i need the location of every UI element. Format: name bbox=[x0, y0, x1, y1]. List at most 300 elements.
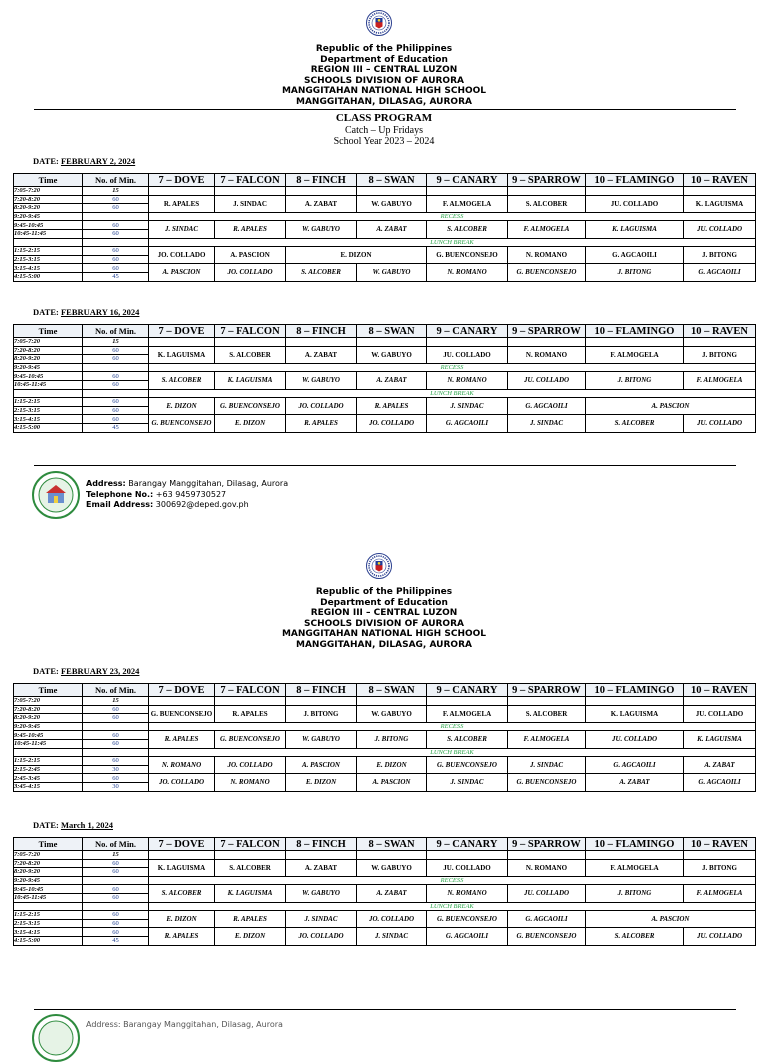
teacher-cell: R. APALES bbox=[149, 928, 215, 945]
empty-cell bbox=[586, 697, 684, 706]
teacher-cell: JO. COLLADO bbox=[286, 928, 357, 945]
teacher-cell: JO. COLLADO bbox=[149, 247, 215, 264]
teacher-cell: G. BUENCONSEJO bbox=[427, 757, 508, 774]
time-cell: 7:20-8:20 bbox=[14, 705, 83, 714]
table-row bbox=[14, 415, 756, 424]
minutes-cell: 60 bbox=[83, 247, 149, 256]
column-header: 10 – FLAMINGO bbox=[586, 838, 684, 851]
table-header-row bbox=[14, 838, 756, 851]
teacher-cell: K. LAGUISMA bbox=[684, 195, 756, 212]
teacher-cell: A. ZABAT bbox=[586, 774, 684, 791]
column-header: 8 – FINCH bbox=[286, 174, 357, 187]
column-header: No. of Min. bbox=[83, 838, 149, 851]
header-divider bbox=[34, 109, 736, 110]
teacher-cell: S. ALCOBER bbox=[427, 221, 508, 238]
header-address: MANGGITAHAN, DILASAG, AURORA bbox=[296, 96, 472, 107]
column-header: 10 – RAVEN bbox=[684, 325, 756, 338]
time-cell: 7:05-7:20 bbox=[14, 338, 83, 347]
time-cell: 7:05-7:20 bbox=[14, 187, 83, 196]
teacher-cell: J. BITONG bbox=[684, 346, 756, 363]
teacher-cell: R. APALES bbox=[215, 705, 286, 722]
teacher-cell: F. ALMOGELA bbox=[427, 705, 508, 722]
empty-cell bbox=[684, 187, 756, 196]
teacher-cell: N. ROMANO bbox=[215, 774, 286, 791]
column-header: 7 – DOVE bbox=[149, 325, 215, 338]
column-header: No. of Min. bbox=[83, 174, 149, 187]
header-block bbox=[0, 587, 768, 651]
minutes-cell: 30 bbox=[83, 765, 149, 774]
teacher-cell: N. ROMANO bbox=[427, 885, 508, 902]
table-row bbox=[14, 238, 756, 247]
table-row bbox=[14, 722, 756, 731]
empty-cell bbox=[427, 851, 508, 860]
teacher-cell: W. GABUYO bbox=[357, 705, 427, 722]
column-header: 10 – FLAMINGO bbox=[586, 174, 684, 187]
teacher-cell: A. PASCION bbox=[149, 264, 215, 281]
empty-cell bbox=[586, 338, 684, 347]
minutes-cell: 60 bbox=[83, 705, 149, 714]
teacher-cell: S. ALCOBER bbox=[149, 372, 215, 389]
column-header: 10 – RAVEN bbox=[684, 174, 756, 187]
lunch-break-row: LUNCH BREAK bbox=[149, 389, 756, 398]
time-cell: 8:20-9:20 bbox=[14, 204, 83, 213]
teacher-cell: JO. COLLADO bbox=[215, 757, 286, 774]
table-row bbox=[14, 859, 756, 868]
column-header: 7 – FALCON bbox=[215, 325, 286, 338]
empty-cell bbox=[215, 187, 286, 196]
schedule-date: DATE: FEBRUARY 23, 2024 bbox=[33, 666, 140, 676]
column-header: 7 – FALCON bbox=[215, 174, 286, 187]
teacher-cell: W. GABUYO bbox=[357, 346, 427, 363]
column-header: 8 – FINCH bbox=[286, 684, 357, 697]
teacher-cell: JU. COLLADO bbox=[586, 731, 684, 748]
header-department: Department of Education bbox=[320, 54, 448, 65]
teacher-cell: JU. COLLADO bbox=[684, 928, 756, 945]
teacher-cell: K. LAGUISMA bbox=[684, 731, 756, 748]
column-header: 7 – FALCON bbox=[215, 684, 286, 697]
teacher-cell: R. APALES bbox=[149, 195, 215, 212]
column-header: Time bbox=[14, 684, 83, 697]
minutes-cell: 60 bbox=[83, 757, 149, 766]
table-row bbox=[14, 757, 756, 766]
teacher-cell: S. ALCOBER bbox=[586, 928, 684, 945]
column-header: 9 – CANARY bbox=[427, 174, 508, 187]
time-cell: 9:45-10:45 bbox=[14, 731, 83, 740]
column-header: 8 – SWAN bbox=[357, 684, 427, 697]
teacher-cell: A. PASCION bbox=[586, 398, 756, 415]
empty-cell bbox=[586, 187, 684, 196]
header-region: REGION III – CENTRAL LUZON bbox=[310, 608, 458, 619]
teacher-cell: E. DIZON bbox=[286, 247, 427, 264]
teacher-cell: JU. COLLADO bbox=[427, 859, 508, 876]
teacher-cell: JO. COLLADO bbox=[357, 911, 427, 928]
time-cell: 10:45-11:45 bbox=[14, 739, 83, 748]
teacher-cell: JO. COLLADO bbox=[149, 774, 215, 791]
teacher-cell: J. BITONG bbox=[684, 859, 756, 876]
empty-cell bbox=[149, 851, 215, 860]
teacher-cell: N. ROMANO bbox=[508, 247, 586, 264]
time-cell: 9:45-10:45 bbox=[14, 221, 83, 230]
teacher-cell: A. PASCION bbox=[215, 247, 286, 264]
table-row bbox=[14, 902, 756, 911]
column-header: 7 – FALCON bbox=[215, 838, 286, 851]
teacher-cell: JU. COLLADO bbox=[684, 705, 756, 722]
empty-cell bbox=[427, 338, 508, 347]
schedule-table bbox=[13, 683, 756, 792]
empty-cell bbox=[357, 697, 427, 706]
minutes-cell bbox=[83, 722, 149, 731]
teacher-cell: G. AGCAOILI bbox=[586, 757, 684, 774]
recess-row: RECESS bbox=[149, 363, 756, 372]
time-cell: 4:15-5:00 bbox=[14, 423, 83, 432]
teacher-cell: A. ZABAT bbox=[357, 885, 427, 902]
teacher-cell: A. ZABAT bbox=[286, 859, 357, 876]
teacher-cell: A. PASCION bbox=[286, 757, 357, 774]
table-row bbox=[14, 748, 756, 757]
teacher-cell: JU. COLLADO bbox=[508, 885, 586, 902]
time-cell: 10:45-11:45 bbox=[14, 380, 83, 389]
time-cell: 1:15-2:15 bbox=[14, 398, 83, 407]
teacher-cell: J. BITONG bbox=[357, 731, 427, 748]
table-row bbox=[14, 885, 756, 894]
teacher-cell: F. ALMOGELA bbox=[586, 346, 684, 363]
empty-cell bbox=[83, 238, 149, 247]
minutes-cell: 60 bbox=[83, 229, 149, 238]
teacher-cell: N. ROMANO bbox=[427, 372, 508, 389]
column-header: 10 – FLAMINGO bbox=[586, 684, 684, 697]
minutes-cell: 60 bbox=[83, 346, 149, 355]
teacher-cell: JO. COLLADO bbox=[286, 398, 357, 415]
table-row bbox=[14, 697, 756, 706]
schedule-date: DATE: FEBRUARY 2, 2024 bbox=[33, 156, 136, 166]
teacher-cell: G. BUENCONSEJO bbox=[215, 731, 286, 748]
minutes-cell: 15 bbox=[83, 697, 149, 706]
teacher-cell: K. LAGUISMA bbox=[149, 346, 215, 363]
empty-cell bbox=[286, 851, 357, 860]
teacher-cell: J. SINDAC bbox=[508, 757, 586, 774]
teacher-cell: S. ALCOBER bbox=[286, 264, 357, 281]
teacher-cell: J. SINDAC bbox=[149, 221, 215, 238]
teacher-cell: J. BITONG bbox=[684, 247, 756, 264]
time-cell: 2:45-3:45 bbox=[14, 774, 83, 783]
time-cell: 2:15-3:15 bbox=[14, 255, 83, 264]
teacher-cell: A. ZABAT bbox=[357, 221, 427, 238]
column-header: 8 – FINCH bbox=[286, 325, 357, 338]
teacher-cell: J. BITONG bbox=[586, 372, 684, 389]
table-header-row bbox=[14, 174, 756, 187]
teacher-cell: E. DIZON bbox=[215, 415, 286, 432]
teacher-cell: A. PASCION bbox=[586, 911, 756, 928]
footer-phone: Telephone No.: +63 9459730527 bbox=[86, 489, 227, 499]
time-cell: 7:20-8:20 bbox=[14, 346, 83, 355]
empty-cell bbox=[149, 187, 215, 196]
header-republic: Republic of the Philippines bbox=[315, 44, 453, 54]
table-row bbox=[14, 705, 756, 714]
minutes-cell: 60 bbox=[83, 398, 149, 407]
time-cell: 3:15-4:15 bbox=[14, 415, 83, 424]
footer-contact-partial: Address: Barangay Manggitahan, Dilasag, Aurora bbox=[86, 1020, 283, 1029]
teacher-cell: W. GABUYO bbox=[357, 195, 427, 212]
lunch-break-row: LUNCH BREAK bbox=[149, 902, 756, 911]
column-header: Time bbox=[14, 838, 83, 851]
school-logo-icon bbox=[32, 471, 80, 519]
schedule-table bbox=[13, 173, 756, 282]
deped-seal-icon bbox=[366, 10, 392, 36]
header-division: SCHOOLS DIVISION OF AURORA bbox=[304, 618, 464, 629]
time-cell: 9:20-9:45 bbox=[14, 876, 83, 885]
time-cell: 3:15-4:15 bbox=[14, 928, 83, 937]
schedule-date: DATE: FEBRUARY 16, 2024 bbox=[33, 307, 140, 317]
recess-row: RECESS bbox=[149, 722, 756, 731]
teacher-cell: G. AGCAOILI bbox=[684, 264, 756, 281]
time-cell: 2:15-3:15 bbox=[14, 406, 83, 415]
teacher-cell: K. LAGUISMA bbox=[586, 705, 684, 722]
teacher-cell: F. ALMOGELA bbox=[427, 195, 508, 212]
minutes-cell: 60 bbox=[83, 739, 149, 748]
minutes-cell: 60 bbox=[83, 355, 149, 364]
table-row bbox=[14, 363, 756, 372]
empty-cell bbox=[149, 338, 215, 347]
teacher-cell: J. BITONG bbox=[586, 264, 684, 281]
empty-cell bbox=[357, 187, 427, 196]
time-cell: 7:05-7:20 bbox=[14, 851, 83, 860]
time-cell: 2:15-2:45 bbox=[14, 765, 83, 774]
teacher-cell: G. AGCAOILI bbox=[427, 928, 508, 945]
teacher-cell: W. GABUYO bbox=[286, 372, 357, 389]
empty-cell bbox=[149, 697, 215, 706]
minutes-cell: 60 bbox=[83, 264, 149, 273]
teacher-cell: F. ALMOGELA bbox=[508, 221, 586, 238]
header-address: MANGGITAHAN, DILASAG, AURORA bbox=[296, 639, 472, 650]
program-school-year: School Year 2023 – 2024 bbox=[333, 136, 435, 147]
teacher-cell: K. LAGUISMA bbox=[215, 885, 286, 902]
empty-cell bbox=[508, 851, 586, 860]
time-cell: 9:45-10:45 bbox=[14, 372, 83, 381]
teacher-cell: W. GABUYO bbox=[286, 221, 357, 238]
empty-cell bbox=[508, 187, 586, 196]
column-header: No. of Min. bbox=[83, 325, 149, 338]
header-department: Department of Education bbox=[320, 597, 448, 608]
teacher-cell: JO. COLLADO bbox=[215, 264, 286, 281]
time-cell: 8:20-9:20 bbox=[14, 868, 83, 877]
table-row bbox=[14, 187, 756, 196]
column-header: 9 – SPARROW bbox=[508, 174, 586, 187]
empty-cell bbox=[508, 697, 586, 706]
time-cell: 8:20-9:20 bbox=[14, 355, 83, 364]
minutes-cell: 15 bbox=[83, 851, 149, 860]
table-row bbox=[14, 372, 756, 381]
program-title: CLASS PROGRAM bbox=[335, 112, 433, 124]
school-logo-icon bbox=[32, 1014, 80, 1062]
minutes-cell bbox=[83, 212, 149, 221]
table-row bbox=[14, 731, 756, 740]
table-row bbox=[14, 346, 756, 355]
teacher-cell: N. ROMANO bbox=[508, 859, 586, 876]
teacher-cell: K. LAGUISMA bbox=[215, 372, 286, 389]
column-header: 10 – RAVEN bbox=[684, 684, 756, 697]
table-row bbox=[14, 911, 756, 920]
table-row bbox=[14, 851, 756, 860]
teacher-cell: E. DIZON bbox=[215, 928, 286, 945]
teacher-cell: A. ZABAT bbox=[286, 195, 357, 212]
lunch-break-row: LUNCH BREAK bbox=[149, 748, 756, 757]
empty-cell bbox=[83, 389, 149, 398]
empty-cell bbox=[286, 338, 357, 347]
header-division: SCHOOLS DIVISION OF AURORA bbox=[304, 75, 464, 86]
column-header: 7 – DOVE bbox=[149, 838, 215, 851]
teacher-cell: W. GABUYO bbox=[286, 731, 357, 748]
teacher-cell: J. BITONG bbox=[286, 705, 357, 722]
column-header: Time bbox=[14, 325, 83, 338]
teacher-cell: G. BUENCONSEJO bbox=[427, 911, 508, 928]
time-cell: 9:45-10:45 bbox=[14, 885, 83, 894]
teacher-cell: A. PASCION bbox=[357, 774, 427, 791]
recess-row: RECESS bbox=[149, 212, 756, 221]
minutes-cell: 60 bbox=[83, 911, 149, 920]
lunch-break-row: LUNCH BREAK bbox=[149, 238, 756, 247]
schedule-date: DATE: March 1, 2024 bbox=[33, 820, 113, 830]
column-header: 9 – SPARROW bbox=[508, 325, 586, 338]
minutes-cell: 45 bbox=[83, 936, 149, 945]
teacher-cell: W. GABUYO bbox=[286, 885, 357, 902]
time-cell: 3:45-4:15 bbox=[14, 782, 83, 791]
teacher-cell: F. ALMOGELA bbox=[684, 372, 756, 389]
table-row bbox=[14, 876, 756, 885]
minutes-cell bbox=[83, 363, 149, 372]
teacher-cell: J. SINDAC bbox=[215, 195, 286, 212]
header-republic: Republic of the Philippines bbox=[315, 587, 453, 597]
column-header: 10 – FLAMINGO bbox=[586, 325, 684, 338]
minutes-cell: 60 bbox=[83, 221, 149, 230]
teacher-cell: G. AGCAOILI bbox=[427, 415, 508, 432]
minutes-cell: 60 bbox=[83, 204, 149, 213]
empty-cell bbox=[215, 338, 286, 347]
column-header: 8 – SWAN bbox=[357, 838, 427, 851]
table-row bbox=[14, 264, 756, 273]
empty-cell bbox=[286, 697, 357, 706]
teacher-cell: JU. COLLADO bbox=[586, 195, 684, 212]
teacher-cell: G. AGCAOILI bbox=[684, 774, 756, 791]
footer-email: Email Address: 300692@deped.gov.ph bbox=[86, 500, 249, 509]
program-title-block bbox=[0, 113, 768, 148]
minutes-cell: 60 bbox=[83, 731, 149, 740]
minutes-cell: 60 bbox=[83, 380, 149, 389]
table-row bbox=[14, 212, 756, 221]
teacher-cell: G. AGCAOILI bbox=[508, 398, 586, 415]
minutes-cell: 60 bbox=[83, 919, 149, 928]
table-row bbox=[14, 398, 756, 407]
column-header: 9 – CANARY bbox=[427, 684, 508, 697]
minutes-cell: 45 bbox=[83, 423, 149, 432]
time-cell: 10:45-11:45 bbox=[14, 893, 83, 902]
time-cell: 1:15-2:15 bbox=[14, 911, 83, 920]
teacher-cell: J. SINDAC bbox=[427, 774, 508, 791]
column-header: 8 – SWAN bbox=[357, 174, 427, 187]
teacher-cell: G. BUENCONSEJO bbox=[508, 774, 586, 791]
teacher-cell: R. APALES bbox=[357, 398, 427, 415]
empty-cell bbox=[684, 851, 756, 860]
minutes-cell bbox=[83, 876, 149, 885]
column-header: 8 – SWAN bbox=[357, 325, 427, 338]
minutes-cell: 60 bbox=[83, 714, 149, 723]
minutes-cell: 60 bbox=[83, 195, 149, 204]
column-header: 7 – DOVE bbox=[149, 174, 215, 187]
time-cell: 7:20-8:20 bbox=[14, 859, 83, 868]
teacher-cell: R. APALES bbox=[286, 415, 357, 432]
teacher-cell: W. GABUYO bbox=[357, 859, 427, 876]
empty-cell bbox=[14, 238, 83, 247]
teacher-cell: N. ROMANO bbox=[427, 264, 508, 281]
teacher-cell: G. BUENCONSEJO bbox=[149, 415, 215, 432]
teacher-cell: S. ALCOBER bbox=[508, 705, 586, 722]
table-header-row bbox=[14, 684, 756, 697]
empty-cell bbox=[14, 389, 83, 398]
column-header: 7 – DOVE bbox=[149, 684, 215, 697]
table-row bbox=[14, 247, 756, 256]
column-header: 8 – FINCH bbox=[286, 838, 357, 851]
teacher-cell: S. ALCOBER bbox=[508, 195, 586, 212]
table-row bbox=[14, 774, 756, 783]
teacher-cell: N. ROMANO bbox=[149, 757, 215, 774]
teacher-cell: A. ZABAT bbox=[357, 372, 427, 389]
teacher-cell: G. AGCAOILI bbox=[508, 911, 586, 928]
time-cell: 1:15-2:15 bbox=[14, 247, 83, 256]
teacher-cell: K. LAGUISMA bbox=[586, 221, 684, 238]
time-cell: 4:15-5:00 bbox=[14, 272, 83, 281]
recess-row: RECESS bbox=[149, 876, 756, 885]
empty-cell bbox=[684, 697, 756, 706]
time-cell: 9:20-9:45 bbox=[14, 363, 83, 372]
deped-seal-icon bbox=[366, 553, 392, 579]
teacher-cell: A. ZABAT bbox=[286, 346, 357, 363]
teacher-cell: J. SINDAC bbox=[357, 928, 427, 945]
time-cell: 3:15-4:15 bbox=[14, 264, 83, 273]
column-header: 9 – CANARY bbox=[427, 325, 508, 338]
header-block bbox=[0, 44, 768, 108]
teacher-cell: G. BUENCONSEJO bbox=[215, 398, 286, 415]
teacher-cell: J. BITONG bbox=[586, 885, 684, 902]
teacher-cell: S. ALCOBER bbox=[149, 885, 215, 902]
empty-cell bbox=[215, 697, 286, 706]
time-cell: 7:05-7:20 bbox=[14, 697, 83, 706]
teacher-cell: J. SINDAC bbox=[427, 398, 508, 415]
empty-cell bbox=[427, 697, 508, 706]
teacher-cell: E. DIZON bbox=[286, 774, 357, 791]
teacher-cell: N. ROMANO bbox=[508, 346, 586, 363]
column-header: 10 – RAVEN bbox=[684, 838, 756, 851]
teacher-cell: JU. COLLADO bbox=[684, 415, 756, 432]
teacher-cell: E. DIZON bbox=[149, 398, 215, 415]
minutes-cell: 60 bbox=[83, 893, 149, 902]
minutes-cell: 60 bbox=[83, 859, 149, 868]
teacher-cell: J. SINDAC bbox=[508, 415, 586, 432]
time-cell: 4:15-5:00 bbox=[14, 936, 83, 945]
teacher-cell: JU. COLLADO bbox=[508, 372, 586, 389]
footer-divider bbox=[34, 1009, 736, 1010]
time-cell: 9:20-9:45 bbox=[14, 722, 83, 731]
minutes-cell: 15 bbox=[83, 187, 149, 196]
teacher-cell: R. APALES bbox=[215, 221, 286, 238]
minutes-cell: 60 bbox=[83, 868, 149, 877]
teacher-cell: J. SINDAC bbox=[286, 911, 357, 928]
teacher-cell: G. BUENCONSEJO bbox=[508, 264, 586, 281]
table-row bbox=[14, 928, 756, 937]
teacher-cell: JO. COLLADO bbox=[357, 415, 427, 432]
teacher-cell: E. DIZON bbox=[149, 911, 215, 928]
empty-cell bbox=[83, 748, 149, 757]
empty-cell bbox=[215, 851, 286, 860]
teacher-cell: S. ALCOBER bbox=[586, 415, 684, 432]
